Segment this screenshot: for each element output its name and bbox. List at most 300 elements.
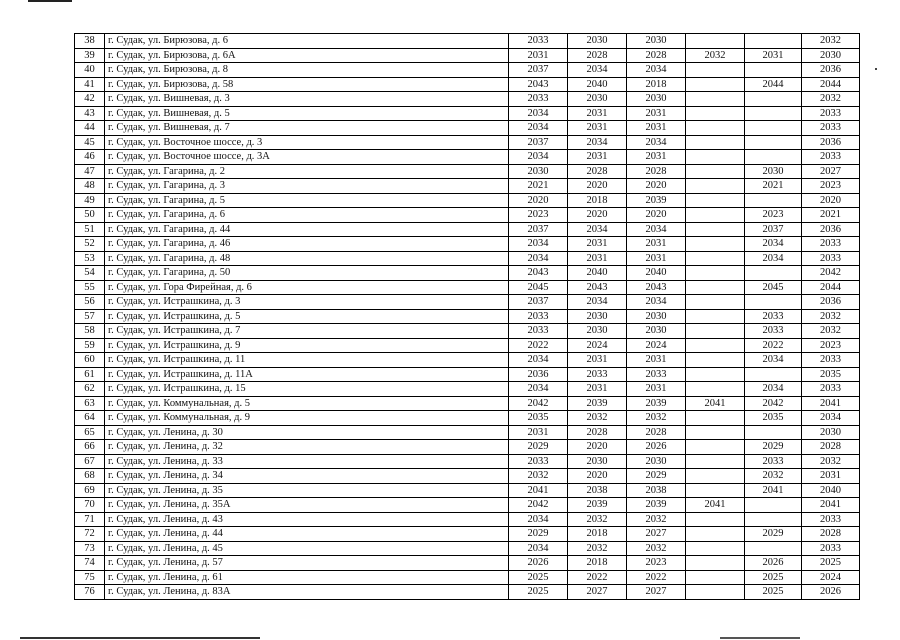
- year-cell-5: 2034: [745, 382, 802, 397]
- year-cell-3: 2034: [627, 295, 686, 310]
- year-cell-5: 2025: [745, 585, 802, 600]
- year-cell-6: 2041: [802, 396, 860, 411]
- year-cell-1: 2034: [509, 150, 568, 165]
- year-cell-6: 2036: [802, 135, 860, 150]
- address-cell: г. Судак, ул. Бирюзова, д. 6: [105, 34, 509, 49]
- year-cell-4: [686, 541, 745, 556]
- year-cell-4: 2041: [686, 396, 745, 411]
- year-cell-4: [686, 483, 745, 498]
- year-cell-5: [745, 106, 802, 121]
- address-cell: г. Судак, ул. Ленина, д. 45: [105, 541, 509, 556]
- year-cell-3: 2032: [627, 512, 686, 527]
- year-cell-6: 2033: [802, 251, 860, 266]
- year-cell-3: 2022: [627, 570, 686, 585]
- year-cell-4: [686, 135, 745, 150]
- year-cell-1: 2034: [509, 353, 568, 368]
- year-cell-5: [745, 295, 802, 310]
- year-cell-1: 2025: [509, 570, 568, 585]
- year-cell-5: [745, 193, 802, 208]
- address-cell: г. Судак, ул. Истрашкина, д. 3: [105, 295, 509, 310]
- year-cell-6: 2036: [802, 295, 860, 310]
- year-cell-4: [686, 34, 745, 49]
- year-cell-6: 2035: [802, 367, 860, 382]
- year-cell-2: 2034: [568, 222, 627, 237]
- table-row: [75, 425, 860, 440]
- table-row: [75, 556, 860, 571]
- year-cell-3: 2031: [627, 237, 686, 252]
- row-number-cell: 40: [75, 63, 105, 78]
- year-cell-3: 2031: [627, 150, 686, 165]
- year-cell-1: 2033: [509, 92, 568, 107]
- year-cell-5: [745, 63, 802, 78]
- table-row: [75, 382, 860, 397]
- table-row: [75, 498, 860, 513]
- year-cell-6: 2042: [802, 266, 860, 281]
- year-cell-3: 2028: [627, 164, 686, 179]
- year-cell-2: 2031: [568, 237, 627, 252]
- table-row: [75, 585, 860, 600]
- year-cell-4: [686, 208, 745, 223]
- year-cell-1: 2034: [509, 541, 568, 556]
- address-cell: г. Судак, ул. Ленина, д. 30: [105, 425, 509, 440]
- address-cell: г. Судак, ул. Коммунальная, д. 9: [105, 411, 509, 426]
- row-number-cell: 66: [75, 440, 105, 455]
- year-cell-1: 2033: [509, 309, 568, 324]
- year-cell-6: 2033: [802, 541, 860, 556]
- address-cell: г. Судак, ул. Гагарина, д. 2: [105, 164, 509, 179]
- table-row: [75, 92, 860, 107]
- year-cell-6: 2026: [802, 585, 860, 600]
- year-cell-4: [686, 237, 745, 252]
- year-cell-1: 2033: [509, 324, 568, 339]
- address-cell: г. Судак, ул. Истрашкина, д. 15: [105, 382, 509, 397]
- year-cell-3: 2030: [627, 454, 686, 469]
- year-cell-1: 2034: [509, 106, 568, 121]
- row-number-cell: 42: [75, 92, 105, 107]
- year-cell-2: 2018: [568, 193, 627, 208]
- year-cell-2: 2030: [568, 454, 627, 469]
- year-cell-2: 2028: [568, 48, 627, 63]
- year-cell-4: [686, 92, 745, 107]
- row-number-cell: 73: [75, 541, 105, 556]
- year-cell-5: 2044: [745, 77, 802, 92]
- year-cell-3: 2039: [627, 396, 686, 411]
- row-number-cell: 58: [75, 324, 105, 339]
- year-cell-5: 2029: [745, 440, 802, 455]
- year-cell-6: 2033: [802, 150, 860, 165]
- address-cell: г. Судак, ул. Истрашкина, д. 11: [105, 353, 509, 368]
- row-number-cell: 53: [75, 251, 105, 266]
- row-number-cell: 55: [75, 280, 105, 295]
- table-row: [75, 367, 860, 382]
- table-row: [75, 483, 860, 498]
- year-cell-2: 2020: [568, 469, 627, 484]
- year-cell-4: [686, 77, 745, 92]
- address-cell: г. Судак, ул. Ленина, д. 34: [105, 469, 509, 484]
- year-cell-6: 2023: [802, 338, 860, 353]
- year-cell-3: 2039: [627, 498, 686, 513]
- table-body: [75, 34, 860, 600]
- year-cell-4: [686, 353, 745, 368]
- row-number-cell: 51: [75, 222, 105, 237]
- address-cell: г. Судак, ул. Ленина, д. 57: [105, 556, 509, 571]
- year-cell-3: 2024: [627, 338, 686, 353]
- year-cell-4: [686, 454, 745, 469]
- year-cell-2: 2030: [568, 34, 627, 49]
- row-number-cell: 69: [75, 483, 105, 498]
- year-cell-1: 2034: [509, 121, 568, 136]
- year-cell-3: 2020: [627, 179, 686, 194]
- table-row: [75, 106, 860, 121]
- year-cell-6: 2036: [802, 63, 860, 78]
- year-cell-2: 2039: [568, 396, 627, 411]
- year-cell-1: 2031: [509, 425, 568, 440]
- year-cell-6: 2036: [802, 222, 860, 237]
- year-cell-3: 2018: [627, 77, 686, 92]
- address-cell: г. Судак, ул. Гагарина, д. 48: [105, 251, 509, 266]
- row-number-cell: 62: [75, 382, 105, 397]
- table-row: [75, 266, 860, 281]
- row-number-cell: 56: [75, 295, 105, 310]
- table-row: [75, 150, 860, 165]
- address-cell: г. Судак, ул. Восточное шоссе, д. 3: [105, 135, 509, 150]
- year-cell-2: 2032: [568, 411, 627, 426]
- year-cell-4: [686, 121, 745, 136]
- year-cell-2: 2030: [568, 92, 627, 107]
- table-row: [75, 77, 860, 92]
- year-cell-6: 2028: [802, 527, 860, 542]
- table-row: [75, 527, 860, 542]
- year-cell-1: 2031: [509, 48, 568, 63]
- year-cell-2: 2030: [568, 309, 627, 324]
- year-cell-5: 2026: [745, 556, 802, 571]
- table-row: [75, 541, 860, 556]
- year-cell-5: 2033: [745, 324, 802, 339]
- year-cell-6: 2033: [802, 237, 860, 252]
- year-cell-2: 2028: [568, 425, 627, 440]
- address-cell: г. Судак, ул. Ленина, д. 61: [105, 570, 509, 585]
- address-cell: г. Судак, ул. Вишневая, д. 5: [105, 106, 509, 121]
- year-cell-4: 2041: [686, 498, 745, 513]
- row-number-cell: 44: [75, 121, 105, 136]
- year-cell-6: 2040: [802, 483, 860, 498]
- year-cell-6: 2044: [802, 280, 860, 295]
- year-cell-2: 2032: [568, 512, 627, 527]
- row-number-cell: 70: [75, 498, 105, 513]
- scan-artifact-bottom-right: [720, 637, 800, 639]
- year-cell-3: 2026: [627, 440, 686, 455]
- year-cell-3: 2031: [627, 106, 686, 121]
- address-cell: г. Судак, ул. Коммунальная, д. 5: [105, 396, 509, 411]
- row-number-cell: 52: [75, 237, 105, 252]
- table-row: [75, 469, 860, 484]
- row-number-cell: 38: [75, 34, 105, 49]
- year-cell-4: [686, 382, 745, 397]
- year-cell-6: 2034: [802, 411, 860, 426]
- table-row: [75, 440, 860, 455]
- year-cell-5: [745, 266, 802, 281]
- year-cell-1: 2042: [509, 396, 568, 411]
- year-cell-3: 2031: [627, 121, 686, 136]
- year-cell-3: 2029: [627, 469, 686, 484]
- row-number-cell: 46: [75, 150, 105, 165]
- year-cell-1: 2030: [509, 164, 568, 179]
- year-cell-3: 2031: [627, 251, 686, 266]
- year-cell-5: 2034: [745, 353, 802, 368]
- year-cell-6: 2021: [802, 208, 860, 223]
- year-cell-4: [686, 556, 745, 571]
- year-cell-6: 2031: [802, 469, 860, 484]
- address-cell: г. Судак, ул. Гагарина, д. 3: [105, 179, 509, 194]
- year-cell-5: 2022: [745, 338, 802, 353]
- year-cell-3: 2028: [627, 425, 686, 440]
- table-row: [75, 411, 860, 426]
- row-number-cell: 43: [75, 106, 105, 121]
- year-cell-3: 2032: [627, 541, 686, 556]
- year-cell-5: 2023: [745, 208, 802, 223]
- year-cell-1: 2035: [509, 411, 568, 426]
- year-cell-2: 2028: [568, 164, 627, 179]
- year-cell-5: 2037: [745, 222, 802, 237]
- year-cell-4: [686, 425, 745, 440]
- row-number-cell: 47: [75, 164, 105, 179]
- row-number-cell: 57: [75, 309, 105, 324]
- scan-artifact-top: [28, 0, 72, 2]
- table-row: [75, 295, 860, 310]
- row-number-cell: 39: [75, 48, 105, 63]
- year-cell-4: [686, 585, 745, 600]
- year-cell-1: 2033: [509, 34, 568, 49]
- year-cell-3: 2032: [627, 411, 686, 426]
- year-cell-2: 2031: [568, 121, 627, 136]
- year-cell-4: [686, 570, 745, 585]
- row-number-cell: 45: [75, 135, 105, 150]
- year-cell-6: 2033: [802, 512, 860, 527]
- year-cell-6: 2027: [802, 164, 860, 179]
- table-row: [75, 48, 860, 63]
- year-cell-4: [686, 324, 745, 339]
- year-cell-1: 2043: [509, 77, 568, 92]
- year-cell-3: 2034: [627, 222, 686, 237]
- year-cell-3: 2030: [627, 34, 686, 49]
- year-cell-5: [745, 541, 802, 556]
- year-cell-5: [745, 135, 802, 150]
- year-cell-2: 2024: [568, 338, 627, 353]
- year-cell-4: [686, 179, 745, 194]
- scan-artifact-dot: [875, 68, 877, 70]
- row-number-cell: 60: [75, 353, 105, 368]
- table-row: [75, 309, 860, 324]
- year-cell-4: [686, 63, 745, 78]
- year-cell-4: [686, 280, 745, 295]
- year-cell-4: [686, 222, 745, 237]
- year-cell-3: 2028: [627, 48, 686, 63]
- year-cell-4: [686, 367, 745, 382]
- year-cell-5: 2025: [745, 570, 802, 585]
- year-cell-6: 2041: [802, 498, 860, 513]
- table-row: [75, 251, 860, 266]
- year-cell-4: [686, 309, 745, 324]
- address-cell: г. Судак, ул. Бирюзова, д. 8: [105, 63, 509, 78]
- year-cell-5: 2041: [745, 483, 802, 498]
- row-number-cell: 68: [75, 469, 105, 484]
- year-cell-1: 2041: [509, 483, 568, 498]
- row-number-cell: 71: [75, 512, 105, 527]
- year-cell-1: 2029: [509, 527, 568, 542]
- year-cell-3: 2034: [627, 63, 686, 78]
- row-number-cell: 75: [75, 570, 105, 585]
- year-cell-5: [745, 367, 802, 382]
- year-cell-5: 2035: [745, 411, 802, 426]
- year-cell-4: [686, 251, 745, 266]
- scan-artifact-bottom-left: [20, 637, 260, 639]
- row-number-cell: 49: [75, 193, 105, 208]
- year-cell-2: 2031: [568, 150, 627, 165]
- year-cell-3: 2033: [627, 367, 686, 382]
- year-cell-2: 2043: [568, 280, 627, 295]
- year-cell-5: [745, 512, 802, 527]
- year-cell-3: 2031: [627, 382, 686, 397]
- table-row: [75, 179, 860, 194]
- address-cell: г. Судак, ул. Гагарина, д. 6: [105, 208, 509, 223]
- address-cell: г. Судак, ул. Истрашкина, д. 9: [105, 338, 509, 353]
- table-row: [75, 353, 860, 368]
- address-cell: г. Судак, ул. Ленина, д. 83А: [105, 585, 509, 600]
- year-cell-4: [686, 266, 745, 281]
- row-number-cell: 67: [75, 454, 105, 469]
- year-cell-5: 2032: [745, 469, 802, 484]
- address-cell: г. Судак, ул. Вишневая, д. 3: [105, 92, 509, 107]
- year-cell-4: [686, 411, 745, 426]
- address-cell: г. Судак, ул. Ленина, д. 43: [105, 512, 509, 527]
- year-cell-2: 2034: [568, 295, 627, 310]
- row-number-cell: 54: [75, 266, 105, 281]
- year-cell-2: 2031: [568, 106, 627, 121]
- year-cell-3: 2034: [627, 135, 686, 150]
- row-number-cell: 48: [75, 179, 105, 194]
- repair-schedule-table: [74, 33, 860, 600]
- table-row: [75, 570, 860, 585]
- year-cell-6: 2032: [802, 309, 860, 324]
- address-cell: г. Судак, ул. Ленина, д. 44: [105, 527, 509, 542]
- row-number-cell: 72: [75, 527, 105, 542]
- year-cell-1: 2026: [509, 556, 568, 571]
- row-number-cell: 59: [75, 338, 105, 353]
- address-cell: г. Судак, ул. Бирюзова, д. 6А: [105, 48, 509, 63]
- year-cell-6: 2033: [802, 353, 860, 368]
- year-cell-6: 2033: [802, 121, 860, 136]
- year-cell-6: 2030: [802, 425, 860, 440]
- year-cell-3: 2030: [627, 92, 686, 107]
- table-row: [75, 396, 860, 411]
- table-row: [75, 338, 860, 353]
- year-cell-3: 2027: [627, 527, 686, 542]
- address-cell: г. Судак, ул. Ленина, д. 35А: [105, 498, 509, 513]
- year-cell-5: 2042: [745, 396, 802, 411]
- year-cell-1: 2045: [509, 280, 568, 295]
- year-cell-5: 2031: [745, 48, 802, 63]
- row-number-cell: 50: [75, 208, 105, 223]
- year-cell-1: 2034: [509, 251, 568, 266]
- year-cell-1: 2033: [509, 454, 568, 469]
- year-cell-5: [745, 92, 802, 107]
- year-cell-5: 2030: [745, 164, 802, 179]
- year-cell-6: 2028: [802, 440, 860, 455]
- year-cell-6: 2033: [802, 382, 860, 397]
- address-cell: г. Судак, ул. Гагарина, д. 50: [105, 266, 509, 281]
- table-row: [75, 237, 860, 252]
- year-cell-6: 2030: [802, 48, 860, 63]
- year-cell-3: 2023: [627, 556, 686, 571]
- year-cell-3: 2039: [627, 193, 686, 208]
- year-cell-4: [686, 469, 745, 484]
- table-row: [75, 512, 860, 527]
- year-cell-1: 2043: [509, 266, 568, 281]
- table-row: [75, 135, 860, 150]
- year-cell-2: 2031: [568, 251, 627, 266]
- year-cell-4: [686, 338, 745, 353]
- year-cell-1: 2022: [509, 338, 568, 353]
- year-cell-6: 2025: [802, 556, 860, 571]
- year-cell-1: 2032: [509, 469, 568, 484]
- year-cell-2: 2018: [568, 527, 627, 542]
- address-cell: г. Судак, ул. Ленина, д. 32: [105, 440, 509, 455]
- address-cell: г. Судак, ул. Истрашкина, д. 5: [105, 309, 509, 324]
- year-cell-3: 2040: [627, 266, 686, 281]
- year-cell-6: 2032: [802, 324, 860, 339]
- row-number-cell: 61: [75, 367, 105, 382]
- year-cell-1: 2020: [509, 193, 568, 208]
- year-cell-6: 2032: [802, 34, 860, 49]
- address-cell: г. Судак, ул. Восточное шоссе, д. 3А: [105, 150, 509, 165]
- year-cell-2: 2038: [568, 483, 627, 498]
- year-cell-1: 2029: [509, 440, 568, 455]
- year-cell-2: 2032: [568, 541, 627, 556]
- year-cell-2: 2018: [568, 556, 627, 571]
- year-cell-4: [686, 295, 745, 310]
- year-cell-1: 2025: [509, 585, 568, 600]
- year-cell-5: [745, 34, 802, 49]
- table-row: [75, 193, 860, 208]
- address-cell: г. Судак, ул. Истрашкина, д. 11А: [105, 367, 509, 382]
- year-cell-1: 2042: [509, 498, 568, 513]
- year-cell-5: 2029: [745, 527, 802, 542]
- table-row: [75, 121, 860, 136]
- table-row: [75, 324, 860, 339]
- year-cell-2: 2040: [568, 266, 627, 281]
- year-cell-5: 2033: [745, 454, 802, 469]
- year-cell-5: [745, 150, 802, 165]
- year-cell-4: [686, 106, 745, 121]
- row-number-cell: 41: [75, 77, 105, 92]
- year-cell-3: 2030: [627, 324, 686, 339]
- year-cell-2: 2033: [568, 367, 627, 382]
- year-cell-5: 2045: [745, 280, 802, 295]
- address-cell: г. Судак, ул. Ленина, д. 35: [105, 483, 509, 498]
- year-cell-1: 2037: [509, 135, 568, 150]
- year-cell-2: 2020: [568, 440, 627, 455]
- year-cell-5: 2021: [745, 179, 802, 194]
- address-cell: г. Судак, ул. Гагарина, д. 5: [105, 193, 509, 208]
- year-cell-3: 2038: [627, 483, 686, 498]
- year-cell-4: [686, 527, 745, 542]
- year-cell-3: 2043: [627, 280, 686, 295]
- year-cell-4: [686, 512, 745, 527]
- address-cell: г. Судак, ул. Ленина, д. 33: [105, 454, 509, 469]
- year-cell-2: 2030: [568, 324, 627, 339]
- year-cell-2: 2027: [568, 585, 627, 600]
- year-cell-1: 2023: [509, 208, 568, 223]
